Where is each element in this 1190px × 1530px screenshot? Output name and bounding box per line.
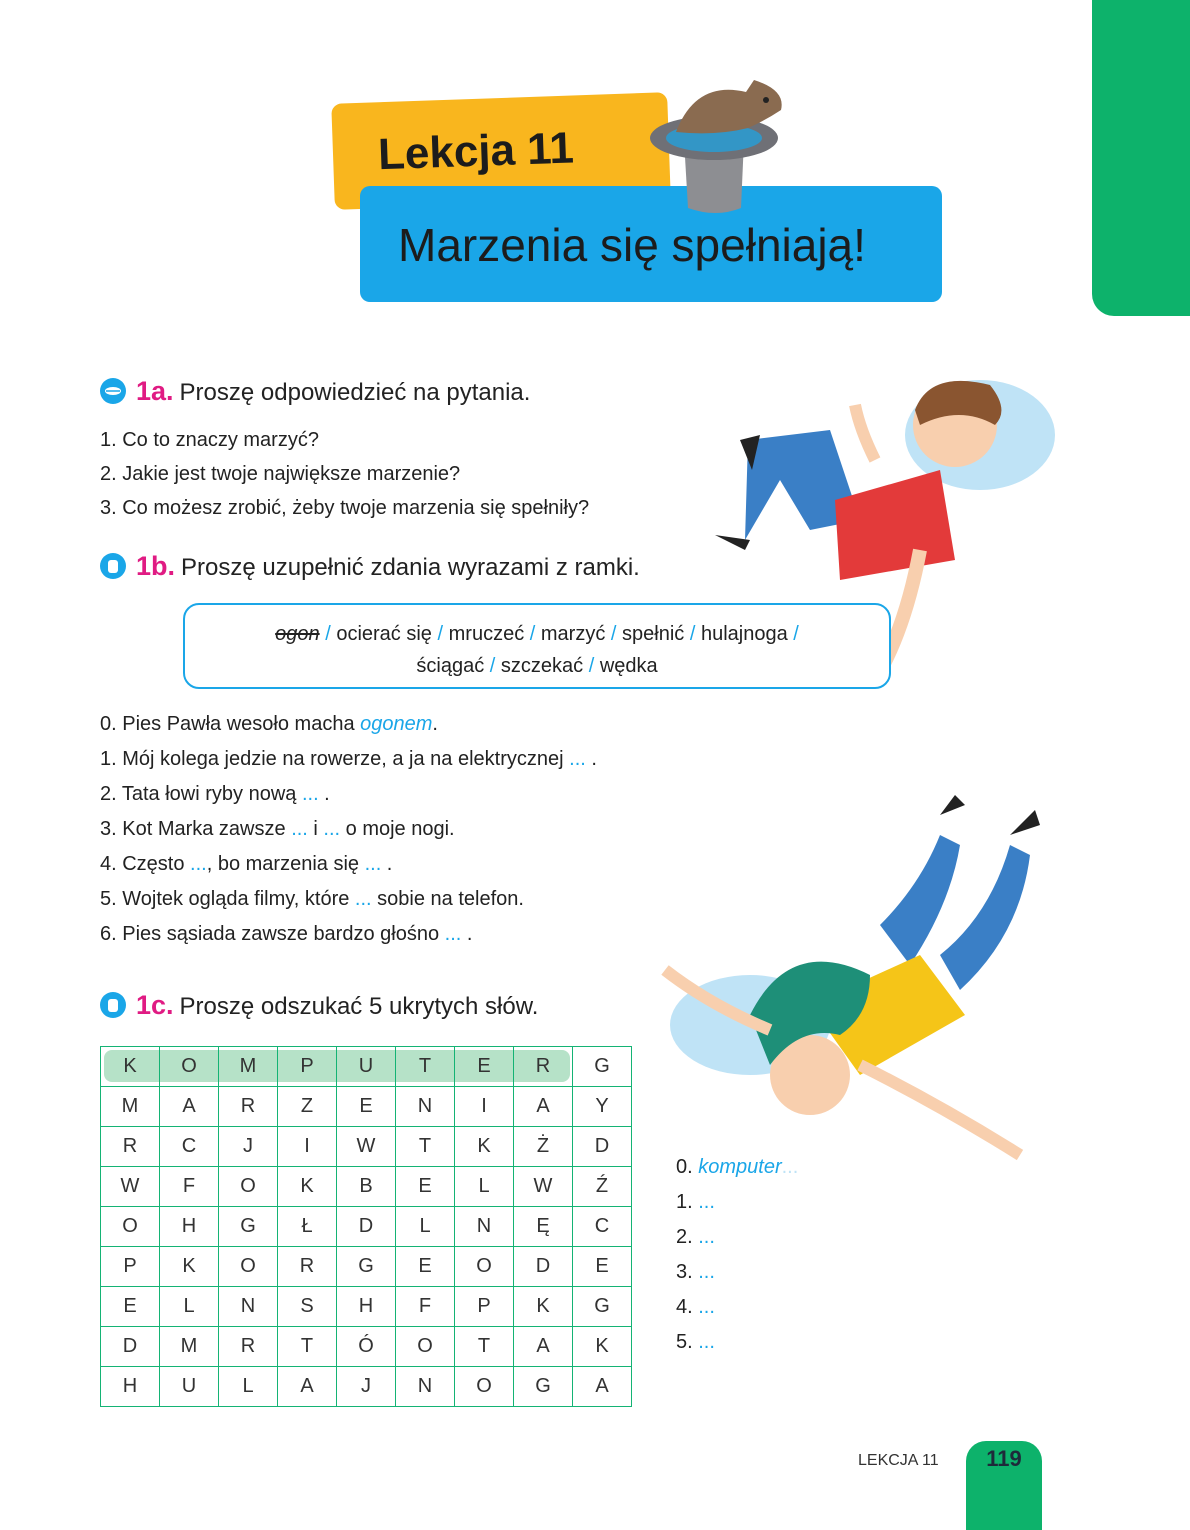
- grid-cell[interactable]: R: [278, 1247, 337, 1287]
- grid-cell[interactable]: K: [455, 1127, 514, 1167]
- grid-cell[interactable]: N: [455, 1207, 514, 1247]
- writing-hand-icon: [100, 992, 126, 1018]
- grid-cell[interactable]: G: [337, 1247, 396, 1287]
- exercise-number: 1b.: [136, 551, 176, 581]
- grid-cell[interactable]: P: [101, 1247, 160, 1287]
- page-number: 119: [986, 1446, 1022, 1471]
- grid-cell[interactable]: C: [160, 1127, 219, 1167]
- grid-cell[interactable]: D: [573, 1127, 632, 1167]
- sentence-example: 0. Pies Pawła wesoło macha ogonem.: [100, 713, 438, 735]
- blank: ...: [291, 818, 308, 840]
- grid-row: [101, 1327, 632, 1367]
- grid-row: [101, 1207, 632, 1247]
- sentence: 5. Wojtek ogląda filmy, które ... sobie na telefon.: [100, 888, 524, 910]
- grid-cell[interactable]: E: [396, 1167, 455, 1207]
- grid-row: [101, 1247, 632, 1287]
- grid-cell[interactable]: O: [455, 1367, 514, 1407]
- grid-cell[interactable]: O: [455, 1247, 514, 1287]
- grid-cell[interactable]: I: [455, 1087, 514, 1127]
- grid-cell[interactable]: Ł: [278, 1207, 337, 1247]
- exercise-number: 1a.: [136, 376, 174, 406]
- grid-cell[interactable]: A: [278, 1367, 337, 1407]
- grid-cell[interactable]: S: [278, 1287, 337, 1327]
- grid-cell[interactable]: U: [337, 1047, 396, 1087]
- exercise-1b-heading: [100, 551, 640, 582]
- question-item: 3. Co możesz zrobić, żeby twoje marzenia się spełniły?: [100, 497, 590, 519]
- sentence: 1. Mój kolega jedzie na rowerze, a ja na elektrycznej ... .: [100, 748, 597, 770]
- grid-cell[interactable]: Z: [278, 1087, 337, 1127]
- answer-item: 1. ...: [676, 1191, 715, 1213]
- grid-cell[interactable]: B: [337, 1167, 396, 1207]
- grid-cell[interactable]: K: [160, 1247, 219, 1287]
- word-item: ściągać: [416, 655, 485, 677]
- answers-list: [676, 1150, 798, 1360]
- sentence: 3. Kot Marka zawsze ... i ... o moje nogi.: [100, 818, 455, 840]
- grid-cell[interactable]: O: [219, 1247, 278, 1287]
- grid-cell[interactable]: T: [396, 1047, 455, 1087]
- grid-cell[interactable]: R: [219, 1327, 278, 1367]
- questions-list: [100, 423, 589, 525]
- grid-cell[interactable]: P: [455, 1287, 514, 1327]
- answer-item: 2. ...: [676, 1226, 715, 1248]
- grid-cell[interactable]: T: [278, 1327, 337, 1367]
- example-answer: ogonem: [360, 713, 433, 735]
- grid-cell[interactable]: N: [219, 1287, 278, 1327]
- word-item: wędka: [599, 655, 658, 677]
- answer-example: 0. komputer...: [676, 1156, 799, 1178]
- grid-cell[interactable]: D: [337, 1207, 396, 1247]
- grid-row: [101, 1087, 632, 1127]
- grid-cell[interactable]: N: [396, 1367, 455, 1407]
- blank: ...: [323, 818, 341, 840]
- grid-cell[interactable]: A: [514, 1327, 573, 1367]
- grid-cell[interactable]: P: [278, 1047, 337, 1087]
- grid-row: [101, 1127, 632, 1167]
- word-item: hulajnoga: [700, 623, 788, 645]
- grid-cell[interactable]: M: [101, 1087, 160, 1127]
- grid-cell[interactable]: L: [160, 1287, 219, 1327]
- writing-hand-icon: [100, 553, 126, 579]
- word-item: marzyć: [540, 623, 606, 645]
- grid-cell[interactable]: U: [160, 1367, 219, 1407]
- grid-cell[interactable]: G: [573, 1047, 632, 1087]
- question-item: 2. Jakie jest twoje największe marzenie?: [100, 463, 461, 485]
- answer-item: 5. ...: [676, 1331, 715, 1353]
- grid-cell[interactable]: K: [514, 1287, 573, 1327]
- word-item: szczekać: [500, 655, 584, 677]
- grid-row: [101, 1287, 632, 1327]
- grid-cell[interactable]: A: [573, 1367, 632, 1407]
- grid-cell[interactable]: E: [455, 1047, 514, 1087]
- grid-cell[interactable]: W: [514, 1167, 573, 1207]
- word-item: ocierać się: [336, 623, 432, 645]
- grid-cell[interactable]: O: [101, 1207, 160, 1247]
- grid-cell[interactable]: L: [219, 1367, 278, 1407]
- grid-row: [101, 1367, 632, 1407]
- grid-row: [101, 1167, 632, 1207]
- grid-cell[interactable]: O: [160, 1047, 219, 1087]
- grid-cell[interactable]: R: [219, 1087, 278, 1127]
- answer-item: 4. ...: [676, 1296, 715, 1318]
- grid-cell[interactable]: G: [573, 1287, 632, 1327]
- grid-cell[interactable]: W: [101, 1167, 160, 1207]
- grid-cell[interactable]: O: [219, 1167, 278, 1207]
- grid-cell[interactable]: Ę: [514, 1207, 573, 1247]
- grid-cell[interactable]: T: [455, 1327, 514, 1367]
- grid-cell[interactable]: L: [455, 1167, 514, 1207]
- grid-cell[interactable]: F: [396, 1287, 455, 1327]
- grid-cell[interactable]: G: [219, 1207, 278, 1247]
- answer-item: 3. ...: [676, 1261, 715, 1283]
- blank: ...: [354, 888, 372, 910]
- exercise-instruction: Proszę uzupełnić zdania wyrazami z ramki.: [181, 554, 640, 581]
- hedgehog-hat-illustration: [636, 70, 786, 220]
- word-item: mruczeć: [448, 623, 525, 645]
- question-item: 1. Co to znaczy marzyć?: [100, 429, 319, 451]
- grid-cell[interactable]: K: [101, 1047, 160, 1087]
- blank: ...: [190, 853, 207, 875]
- grid-cell[interactable]: J: [337, 1367, 396, 1407]
- grid-cell[interactable]: F: [160, 1167, 219, 1207]
- sentence: 6. Pies sąsiada zawsze bardzo głośno ... .: [100, 923, 473, 945]
- grid-cell[interactable]: E: [573, 1247, 632, 1287]
- grid-cell[interactable]: E: [101, 1287, 160, 1327]
- grid-cell[interactable]: D: [514, 1247, 573, 1287]
- grid-cell[interactable]: H: [337, 1287, 396, 1327]
- grid-cell[interactable]: M: [219, 1047, 278, 1087]
- exercise-1c-heading: [100, 990, 538, 1021]
- exercise-instruction: Proszę odpowiedzieć na pytania.: [179, 379, 531, 406]
- grid-cell[interactable]: G: [514, 1367, 573, 1407]
- grid-cell[interactable]: A: [160, 1087, 219, 1127]
- blank: ...: [569, 748, 586, 770]
- exercise-1a-heading: [100, 376, 530, 407]
- grid-row: [101, 1047, 632, 1087]
- sentence: 4. Często ..., bo marzenia się ... .: [100, 853, 393, 875]
- blank: ...: [301, 783, 319, 805]
- chapter-tab: [1092, 0, 1190, 316]
- blank: ...: [444, 923, 462, 945]
- grid-cell[interactable]: N: [396, 1087, 455, 1127]
- grid-cell[interactable]: R: [514, 1047, 573, 1087]
- word-search-grid: [100, 1046, 632, 1407]
- grid-cell[interactable]: H: [160, 1207, 219, 1247]
- grid-cell[interactable]: Ó: [337, 1327, 396, 1367]
- word-box: ogon / ocierać się / mruczeć / marzyć / spełnić / hulajnoga / ściągać / szczekać / wędka: [183, 603, 891, 689]
- grid-cell[interactable]: R: [101, 1127, 160, 1167]
- falling-girl-illustration: [640, 775, 1080, 1175]
- sentence: 2. Tata łowi ryby nową ... .: [100, 783, 330, 805]
- lesson-label: Lekcja 11: [377, 123, 575, 180]
- word-item: ogon: [275, 623, 320, 645]
- grid-cell[interactable]: Y: [573, 1087, 632, 1127]
- footer-lesson-label: LEKCJA 11: [858, 1452, 939, 1469]
- sentences-list: [100, 707, 597, 952]
- grid-cell[interactable]: L: [396, 1207, 455, 1247]
- grid-cell[interactable]: A: [514, 1087, 573, 1127]
- grid-cell[interactable]: W: [337, 1127, 396, 1167]
- blank: ...: [364, 853, 382, 875]
- grid-cell[interactable]: M: [160, 1327, 219, 1367]
- grid-cell[interactable]: K: [278, 1167, 337, 1207]
- page-title: Marzenia się spełniają!: [398, 219, 866, 271]
- grid-cell[interactable]: E: [396, 1247, 455, 1287]
- grid-cell[interactable]: K: [573, 1327, 632, 1367]
- exercise-instruction: Proszę odszukać 5 ukrytych słów.: [179, 993, 539, 1020]
- grid-cell[interactable]: D: [101, 1327, 160, 1367]
- grid-cell[interactable]: T: [396, 1127, 455, 1167]
- word-item: spełnić: [622, 623, 685, 645]
- grid-cell[interactable]: C: [573, 1207, 632, 1247]
- grid-cell[interactable]: E: [337, 1087, 396, 1127]
- speaking-icon: [100, 378, 126, 404]
- grid-cell[interactable]: O: [396, 1327, 455, 1367]
- exercise-number: 1c.: [136, 990, 174, 1020]
- grid-cell[interactable]: H: [101, 1367, 160, 1407]
- grid-cell[interactable]: Ź: [573, 1167, 632, 1207]
- grid-cell[interactable]: J: [219, 1127, 278, 1167]
- grid-cell[interactable]: Ż: [514, 1127, 573, 1167]
- grid-cell[interactable]: I: [278, 1127, 337, 1167]
